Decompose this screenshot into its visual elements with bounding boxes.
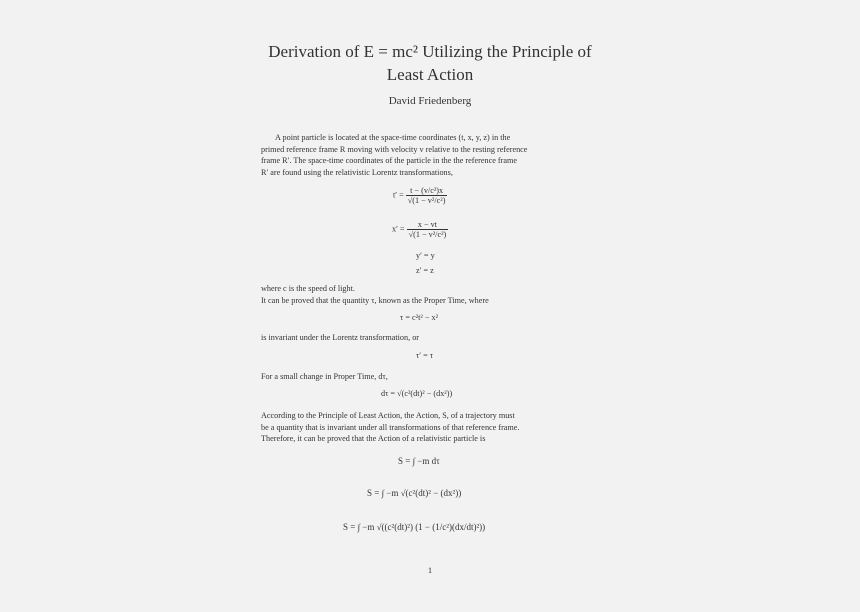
invariant-paragraph — [261, 332, 598, 344]
eq-t-fraction — [406, 186, 448, 205]
equation-x-prime — [392, 220, 448, 239]
intro-line-2: primed reference frame R moving with velocity v relative to the resting reference — [261, 144, 528, 154]
intro-line-4: R′ are found using the relativistic Lorentz transformations, — [261, 167, 453, 177]
intro-line-3: frame R′. The space-time coordinates of the particle in the the reference frame — [261, 156, 518, 166]
small-change-paragraph — [261, 371, 598, 383]
intro-line-1: A point particle is located at the space-time coordinates (t, x, y, z) in the — [275, 133, 511, 142]
equation-y-prime: y′ = y — [416, 251, 435, 260]
paper-title — [230, 40, 630, 86]
eq-t-denominator: √(1 − v²/c²) — [407, 196, 446, 205]
intro-paragraph — [261, 132, 598, 178]
title-line-2: Least Action — [386, 65, 474, 84]
eq-t-lhs: t′ = — [393, 190, 404, 200]
equation-tau-prime: τ′ = τ — [416, 351, 434, 360]
small-change-line: For a small change in Proper Time, dτ, — [261, 372, 388, 381]
eq-x-denominator: √(1 − v²/c²) — [408, 230, 447, 239]
equation-t-prime — [393, 186, 447, 205]
invariant-line: is invariant under the Lorentz transformation, or — [261, 333, 420, 342]
proper-time-line: It can be proved that the quantity τ, known as the Proper Time, where — [261, 295, 489, 305]
speed-of-light-line: where c is the speed of light. — [261, 284, 355, 293]
equation-action-2: S = ∫ −m √(c²(dt)² − (dx²)) — [367, 488, 462, 498]
action-paragraph — [261, 410, 598, 445]
action-line-1: According to the Principle of Least Action, the Action, S, of a trajectory must — [261, 411, 515, 420]
eq-t-numerator: t − (v/c²)x — [410, 186, 444, 195]
equation-dtau: dτ = √(c²(dt)² − (dx²)) — [381, 389, 453, 398]
action-line-2: be a quantity that is invariant under all transformations of that reference frame. — [261, 422, 520, 432]
eq-x-fraction — [407, 220, 449, 239]
title-line-1: Derivation of E = mc² Utilizing the Principle of — [268, 42, 592, 61]
action-line-3: Therefore, it can be proved that the Action of a relativistic particle is — [261, 434, 486, 444]
equation-action-1: S = ∫ −m dτ — [398, 456, 440, 466]
after-lorentz-paragraph — [261, 283, 598, 306]
equation-action-3: S = ∫ −m √((c²(dt)²) (1 − (1/c²)(dx/dt)²)) — [343, 522, 486, 532]
equation-tau: τ = c²t² − x² — [400, 313, 439, 322]
eq-x-numerator: x − vt — [417, 220, 438, 229]
eq-x-lhs: x′ = — [392, 224, 405, 234]
author-name: David Friedenberg — [388, 95, 472, 107]
page-number: 1 — [427, 565, 433, 575]
equation-z-prime: z′ = z — [416, 266, 434, 275]
